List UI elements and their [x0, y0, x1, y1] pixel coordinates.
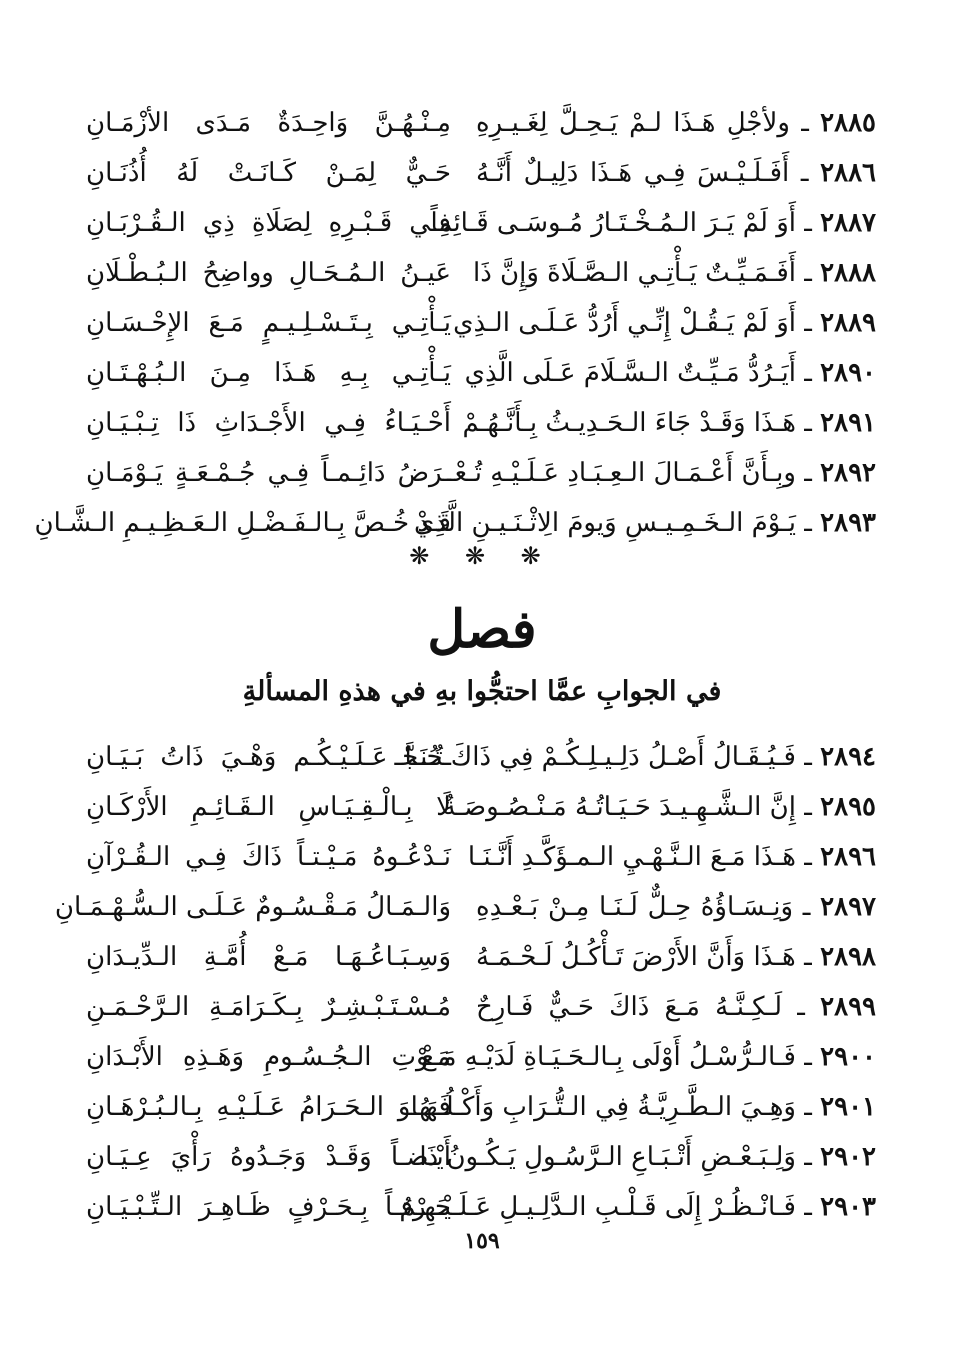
- verse-row: [86, 148, 876, 198]
- verse-first-hemistich: ٢٨٨٧ ـ أَوَ لَمْ يَـرَ الـمُـخْـتَـارُ مُـوسَـى قَـائِماً: [430, 208, 876, 238]
- page-number: ١٥٩: [464, 1228, 500, 1254]
- section-separator: ❋ ❋ ❋: [409, 542, 555, 570]
- verse-second-hemistich: ـتُـنَـا عَـلَـيْـكُـم وَهْـيَ ذَاتُ بَـيَـانِ: [86, 742, 451, 772]
- verse-number: ٢٨٩٩: [820, 992, 876, 1022]
- verse-number: ٢٨٨٦: [820, 158, 877, 188]
- verse-number: ٢٩٠٣: [820, 1192, 876, 1222]
- verse-number: ٢٨٨٥: [820, 108, 876, 138]
- verse-number: ٢٩٠٢: [820, 1142, 876, 1172]
- verse-row: [86, 782, 876, 832]
- verse-sadr-text: أَوَ لَمْ يَـرَ الـمُـخْـتَـارُ مُـوسَـى قَـائِماً: [430, 208, 796, 238]
- verse-number: ٢٨٨٨: [820, 258, 876, 288]
- verse-first-hemistich: ٢٨٩٨ ـ هَـذَا وَأَنَّ الأَرْضَ تَـأْكُـلُ لَـحْـمَـهُ: [476, 942, 876, 972]
- verse-sadr-text: أَيَـرُدُّ مَـيِّـتٌ الـسَّـلَامَ عَـلَى الَّذِي: [464, 358, 796, 388]
- verse-sadr-text: فَـالـرُّسْـلُ أَوْلَى بِـالـحَـيَـاةِ لَدَيْـهِ مَـعْ: [421, 1042, 796, 1072]
- verse-row: [86, 832, 876, 882]
- verse-number: ٢٨٩٢: [820, 458, 876, 488]
- verse-row: [34, 498, 876, 548]
- verse-sadr-text: هَـذَا مَـعَ الـنَّـهْـيِ الـمـؤَكَّـدِ أَنَّـنَـا: [467, 842, 796, 872]
- verse-row: [86, 348, 876, 398]
- verse-first-hemistich: ٢٨٩٤ ـ فَـيُـقَـالُ أَصْـلُ دَلِـيـلِـكُـمْ فِي ذَاكَ حُـجَّـ: [394, 742, 876, 772]
- verse-first-hemistich: ٢٨٩٦ ـ هَـذَا مَـعَ الـنَّـهْـيِ الـمـؤَكَّـدِ أَنَّـنَـا: [467, 842, 876, 872]
- verse-number: ٢٨٩٤: [820, 742, 876, 772]
- verse-second-hemistich: قَـدْ خُـصَّ بِـالـفَـضْـلِ الـعَـظِـيـمِ الـشَّـانِ: [34, 508, 451, 538]
- verse-number: ٢٨٩٣: [820, 508, 876, 538]
- verse-sadr-text: وَلِـبَـعْـضِ أَتْـبَـاعِ الـرَّسُـولِ يَـكُـونُ ذَا: [419, 1142, 796, 1172]
- verses-block-2: [54, 732, 876, 1232]
- verse-row: [86, 298, 876, 348]
- verse-first-hemistich: ٢٩٠٣ ـ فَـانْـظُـرْ إِلَى قَـلْـبِ الـدَّلِـيـلِ عَـلَـيْـهِـمُ: [399, 1192, 876, 1222]
- verse-row: [86, 398, 876, 448]
- verse-sadr-text: فَـيُـقَـالُ أَصْـلُ دَلِـيـلِـكُـمْ فِي ذَاكَ حُـجَّـ: [394, 742, 796, 772]
- verse-row: [86, 248, 876, 298]
- verse-sadr-text: أَوَ لَمْ يَـقُـلْ إِنِّـي أَرُدُّ عَـلَـى الـذِي: [453, 308, 796, 338]
- verse-sadr-text: وَهِـيَ الـطَّـرِيَّـةُ فِي الـتُّـرَابِ وَأَكْـلُـهَـا: [410, 1092, 796, 1122]
- verse-sadr-text: يَـوْمَ الـخَـمِـيـسِ وَيومَ الِاثْـنَـيـنِ الَّذِي: [414, 508, 796, 538]
- verse-second-hemistich: نَـدْعُـوهُ مَـيْـتـاً ذَاكَ فِـي الـقُـرْآنِ: [86, 842, 451, 872]
- verse-number: ٢٨٩٦: [820, 842, 876, 872]
- verse-second-hemistich: مَـوْتِ الـجُـسُـومِ وَهَـذِهِ الأَبْـدَانِ: [86, 1042, 451, 1072]
- verse-first-hemistich: ٢٨٨٥ ـ ولأجْلِ هَـذَا لـمْ يَـحِـلَّ لِغَـيـرِهِ: [476, 108, 876, 138]
- section-label: فصل: [427, 599, 537, 660]
- verse-sadr-text: فَـانْـظُـرْ إِلَى قَـلْـبِ الـدَّلِـيـلِ عَـلَـيْـهِـمُ: [399, 1192, 796, 1222]
- verse-sadr-text: وبِـأَنَّ أَعْـمَـالَ الـعِـبَـادِ عَـلَـيْـهِ تُـعْـ: [447, 458, 796, 488]
- verse-sadr-text: أَفَـمَـيِّـتٌ يَـأْتِـي الـصَّـلَاةَ وَإِنَّ ذَا: [472, 258, 796, 288]
- verse-first-hemistich: ٢٨٨٩ ـ أَوَ لَمْ يَـقُـلْ إِنِّـي أَرُدُّ عَـلَـى الـذِي: [453, 308, 876, 338]
- verse-row: [54, 882, 876, 932]
- verse-second-hemistich: حَـرْفـاً بِـحَـرْفٍ ظَـاهِـرَ الـتِّـبْـيَـانِ: [86, 1192, 451, 1222]
- section-title: في الجوابِ عمَّا احتجُّوا بهِ في هذهِ المسألةِ: [242, 676, 722, 707]
- verse-first-hemistich: ٢٨٨٦ ـ أَفَـلَـيْـسَ فِـي هَـذَا دَلِيـلٌ أَنَّـهُ: [476, 158, 877, 188]
- verse-second-hemistich: أَيْـضـاً وَقَـدْ وَجَـدُوهُ رَأْيَ عِـيَـانِ: [86, 1142, 451, 1172]
- verse-number: ٢٨٩٠: [820, 358, 876, 388]
- verse-second-hemistich: مِـنْـهُـنَّ وَاحِـدَةٌ مَـدَى الأزْمَـانِ: [86, 108, 451, 138]
- verse-sadr-text: وَنِـسَـاؤُهُ حِـلٌّ لَـنَـا مِـنْ بَـعْـدِهِ: [476, 892, 794, 922]
- verse-sadr-text: إِنَّ الـشَّـهِـيـدَ حَـيَـاتُـهُ مَـنْـصُـوصَـةٌ: [442, 792, 796, 822]
- verse-second-hemistich: يَـأْتِـي بِـهِ هَـذَا مِـنَ الـبُـهْـتَـانِ: [86, 358, 451, 388]
- verse-row: [86, 1182, 876, 1232]
- verse-number: ٢٩٠٠: [820, 1042, 876, 1072]
- verse-second-hemistich: وَسِـبَـاعُـهَـا مَـعْ أُمَّـةِ الـدِّيـدَانِ: [86, 942, 451, 972]
- verse-row: [86, 198, 876, 248]
- verse-number: ٢٨٩١: [820, 408, 876, 438]
- verse-first-hemistich: ٢٨٩٣ ـ يَـوْمَ الـخَـمِـيـسِ وَيومَ الِاثْـنَـيـنِ الَّذِي: [414, 508, 876, 538]
- verse-first-hemistich: ٢٨٩٩ ـ لَـكِـنَّـهُ مَـعَ ذَاكَ حَـيٌّ فَـارِحٌ: [476, 992, 876, 1022]
- verse-sadr-text: هَـذَا وَأَنَّ الأَرْضَ تَـأْكُـلُ لَـحْـمَـهُ: [476, 942, 796, 972]
- verse-second-hemistich: وَالـمَـالُ مَـقْـسُـومٌ عَـلَـى الـسُّـهْـمَـانِ: [54, 892, 451, 922]
- verse-sadr-text: لَـكِـنَّـهُ مَـعَ ذَاكَ حَـيٌّ فَـارِحٌ: [476, 992, 783, 1022]
- verse-row: [86, 1132, 876, 1182]
- verse-second-hemistich: يَـأْتِـي بِـتَـسْـلِـيـمٍ مَـعَ الإِحْـسَـانِ: [86, 308, 451, 338]
- verse-row: [86, 732, 876, 782]
- verse-row: [86, 932, 876, 982]
- verse-first-hemistich: ٢٨٩٠ ـ أَيَـرُدُّ مَـيِّـتٌ الـسَّـلَامَ عَـلَى الَّذِي: [464, 358, 876, 388]
- verse-second-hemistich: مُـسْـتَـبْـشِـرٌ بِـكَـرَامَـةِ الـرَّحْـمَـنِ: [86, 992, 451, 1022]
- verse-sadr-text: هَـذَا وَقَـدْ جَاءَ الـحَـدِيـثُ بِـأَنَّـهُـمْ: [462, 408, 796, 438]
- verse-first-hemistich: ٢٩٠١ ـ وَهِـيَ الـطَّـرِيَّـةُ فِي الـتُّـرَابِ وَأَكْـلُـهَـا: [410, 1092, 876, 1122]
- verse-second-hemistich: ـرَضُ دَائِـمـاً فِـي جُـمْـعَـةٍ يَـوْمَـانِ: [86, 458, 451, 488]
- verse-sadr-text: ولأجْلِ هَـذَا لـمْ يَـحِـلَّ لِغَـيـرِهِ: [476, 108, 790, 138]
- verse-number: ٢٨٨٩: [820, 308, 876, 338]
- verse-first-hemistich: ٢٩٠٢ ـ وَلِـبَـعْـضِ أَتْـبَـاعِ الـرَّسُـولِ يَـكُـونُ ذَا: [419, 1142, 876, 1172]
- verse-number: ٢٨٨٧: [820, 208, 876, 238]
- verse-second-hemistich: فِـي قَـبْـرِهِ لِصَلَاةِ ذِي الـقُـرْبَـانِ: [86, 208, 451, 238]
- verse-number: ٢٨٩٨: [820, 942, 876, 972]
- verse-row: [86, 98, 876, 148]
- verse-row: [86, 1032, 876, 1082]
- verse-second-hemistich: لَا بِـالْـقِـيَـاسِ الـقَـائِـمِ الأَرْكَـانِ: [86, 792, 451, 822]
- verse-row: [86, 448, 876, 498]
- verse-sadr-text: أَفَـلَـيْـسَ فِـي هَـذَا دَلِيـلٌ أَنَّـهُ: [476, 158, 790, 188]
- verse-first-hemistich: ٢٨٩٢ ـ وبِـأَنَّ أَعْـمَـالَ الـعِـبَـادِ عَـلَـيْـهِ تُـعْـ: [447, 458, 876, 488]
- verse-second-hemistich: عَيـنُ الـمُـحَـالِ وواضِحُ الـبُـطْـلَانِ: [86, 258, 451, 288]
- verse-number: ٢٨٩٥: [820, 792, 876, 822]
- verse-row: [86, 1082, 876, 1132]
- verse-first-hemistich: ٢٨٩٧ ـ وَنِـسَـاؤُهُ حِـلٌّ لَـنَـا مِـنْ بَـعْـدِهِ: [476, 892, 876, 922]
- verse-number: ٢٩٠١: [820, 1092, 876, 1122]
- verse-first-hemistich: ٢٨٩١ ـ هَـذَا وَقَـدْ جَاءَ الـحَـدِيـثُ بِـأَنَّـهُـمْ: [462, 408, 876, 438]
- verse-second-hemistich: حَـيٌّ لِمَـنْ كَـانَـتْ لَهُ أُذُنَـانِ: [86, 158, 451, 188]
- verse-first-hemistich: ٢٨٩٥ ـ إِنَّ الـشَّـهِـيـدَ حَـيَـاتُـهُ مَـنْـصُـوصَـةٌ: [442, 792, 876, 822]
- verse-second-hemistich: أَحْـيَـاءُ فِـي الأَجْـدَاثِ ذَا تِـبْـيَـانِ: [86, 408, 451, 438]
- verse-first-hemistich: ٢٩٠٠ ـ فَـالـرُّسْـلُ أَوْلَى بِـالـحَـيَـاةِ لَدَيْـهِ مَـعْ: [421, 1042, 876, 1072]
- verse-first-hemistich: ٢٨٨٨ ـ أَفَـمَـيِّـتٌ يَـأْتِـي الـصَّـلَاةَ وَإِنَّ ذَا: [472, 258, 876, 288]
- verse-number: ٢٨٩٧: [820, 892, 876, 922]
- verse-row: [86, 982, 876, 1032]
- verses-block-1: [34, 98, 877, 548]
- verse-second-hemistich: فَـهُـوَ الـحَـرَامُ عَـلَـيْـهِ بِـالـبُـرْهَـانِ: [86, 1092, 451, 1122]
